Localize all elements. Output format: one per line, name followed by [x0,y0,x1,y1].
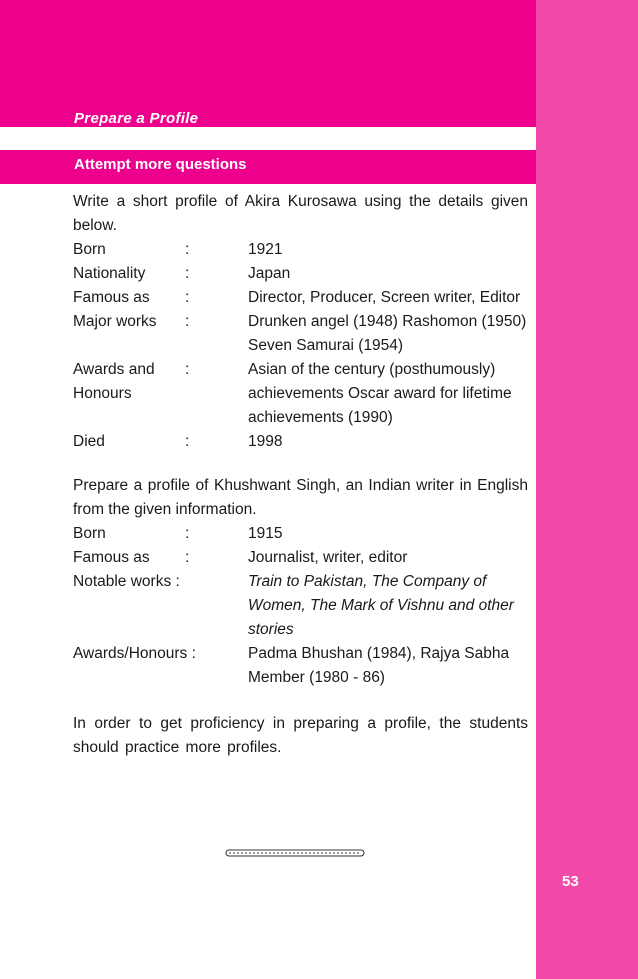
row-value: Japan [248,265,291,282]
row-key: Awards/Honours : [73,645,196,662]
task1-intro: Write a short profile of Akira Kurosawa using the details given below. [73,193,528,234]
row-key: Born [73,525,106,542]
content [73,190,528,760]
row-colon: : [185,433,190,450]
profile-row [73,358,528,430]
row-value: 1915 [248,525,283,542]
spacer [73,690,528,712]
row-colon: : [185,549,190,566]
section-title: Prepare a Profile [74,110,199,127]
sub-title: Attempt more questions [74,156,247,173]
profile-row [73,570,528,642]
profile-row [73,238,528,262]
row-value: 1921 [248,241,283,258]
row-colon: : [185,525,190,542]
profile-row [73,286,528,310]
row-key: Died [73,433,105,450]
row-value: Train to Pakistan, The Company of Women, The Mark of Vishnu and other stories [248,573,514,638]
row-value: Journalist, writer, editor [248,549,408,566]
side-band [536,0,638,979]
row-value: Director, Producer, Screen writer, Editor [248,289,521,306]
row-value: Padma Bhushan (1984), Rajya Sabha Member (1980 - 86) [248,645,510,686]
row-value: 1998 [248,433,283,450]
row-colon: : [185,313,190,330]
profile-row [73,310,528,358]
profile-row [73,642,528,690]
row-value: Asian of the century (posthumously) achievements Oscar award for lifetime achievements (1990) [248,361,512,426]
profile-row [73,546,528,570]
task2-intro: Prepare a profile of Khushwant Singh, an Indian writer in English from the given information. [73,477,528,518]
row-value: Drunken angel (1948) Rashomon (1950) Seven Samurai (1954) [248,313,527,354]
profile-row [73,522,528,546]
row-key: Notable works : [73,573,180,590]
row-key: Awards and Honours [73,361,155,402]
row-key: Famous as [73,549,150,566]
ornament-divider [225,849,365,857]
row-colon: : [185,289,190,306]
row-key: Nationality [73,265,146,282]
closing-paragraph: In order to get proficiency in preparing a profile, the students should practice more profiles. [73,715,528,756]
row-key: Famous as [73,289,150,306]
header-band [0,0,536,127]
row-key: Born [73,241,106,258]
profile-row [73,262,528,286]
row-key: Major works [73,313,157,330]
row-colon: : [185,361,190,378]
profile-row [73,430,528,454]
page-number: 53 [562,873,579,890]
row-colon: : [185,241,190,258]
row-colon: : [185,265,190,282]
spacer [73,454,528,474]
